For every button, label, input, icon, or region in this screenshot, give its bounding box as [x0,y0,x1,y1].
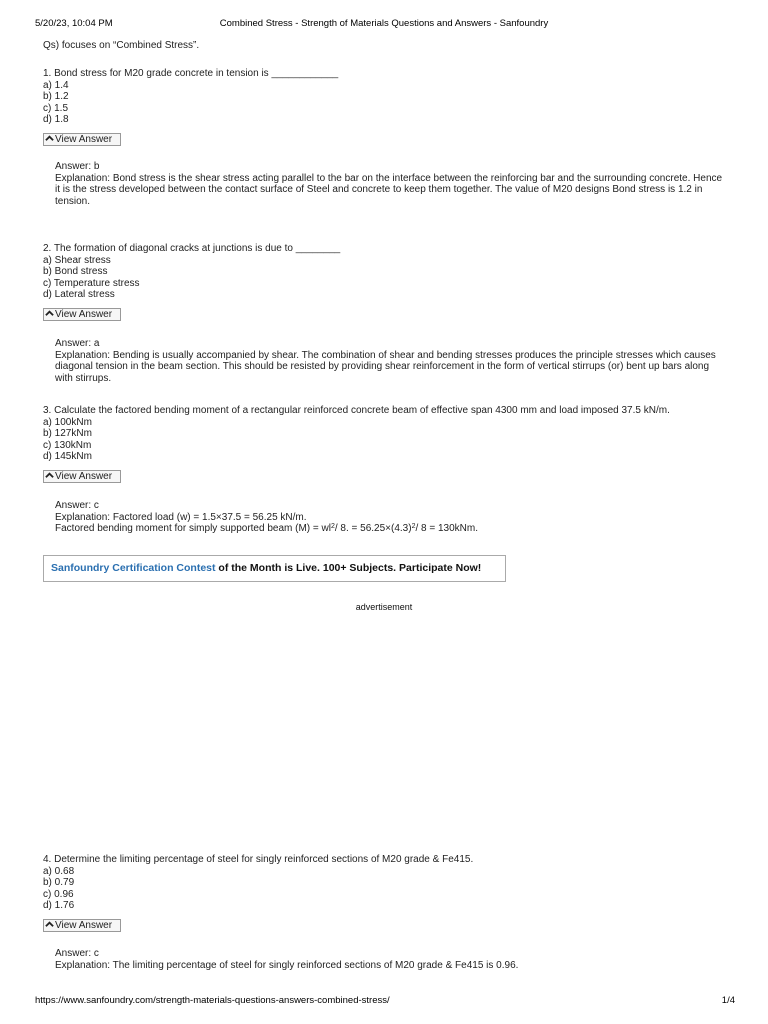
view-answer-label: View Answer [55,134,113,145]
option-d: d) Lateral stress [43,289,115,301]
view-answer-button-4[interactable] [43,919,121,932]
option-b: b) 127kNm [43,428,92,440]
print-date: 5/20/23, 10:04 PM [35,18,113,29]
view-answer-button-1[interactable] [43,133,121,146]
answer-text: Answer: c [55,500,99,511]
chevron-up-icon [45,920,54,929]
chevron-up-icon [45,471,54,480]
option-a: a) 100kNm [43,416,92,428]
question-text: 2. The formation of diagonal cracks at junctions is due to ________ [43,243,341,254]
answer-text: Answer: a [55,338,100,349]
chevron-up-icon [45,134,54,143]
option-c: c) 0.96 [43,888,74,900]
answer-3 [55,500,728,535]
page-url: https://www.sanfoundry.com/strength-materials-questions-answers-combined-stress/ [35,995,390,1006]
question-3 [43,405,728,463]
print-footer [35,995,735,1007]
certification-promo [43,555,506,582]
chevron-up-icon [45,309,54,318]
question-text: 4. Determine the limiting percentage of steel for singly reinforced sections of M20 grade & Fe415. [43,854,474,865]
option-d: d) 145kNm [43,451,92,463]
view-answer-label: View Answer [55,471,113,482]
option-c: c) 1.5 [43,102,69,114]
answer-1 [55,161,728,207]
option-a: a) 0.68 [43,865,75,877]
question-4 [43,854,728,912]
view-answer-label: View Answer [55,920,113,931]
option-a: a) 1.4 [43,79,69,91]
option-c: c) Temperature stress [43,277,140,289]
option-b: b) 1.2 [43,91,69,103]
view-answer-button-2[interactable] [43,308,121,321]
option-d: d) 1.76 [43,900,75,912]
answer-4 [55,948,728,971]
view-answer-label: View Answer [55,309,113,320]
explanation-text: Explanation: Bond stress is the shear stress acting parallel to the bar on the interface between the reinforcing bar and the surrounding concrete. Hence it is the stress developed between the contact surface of Steel and concrete to keep them together. The value of M20 designs Bond stress is 1.2 in tension. [55,172,723,207]
question-text: 3. Calculate the factored bending moment of a rectangular reinforced concrete beam of effective span 4300 mm and load imposed 37.5 kN/m. [43,405,670,416]
explanation-formula: Factored bending moment for simply supported beam $(M) = wl^2/$ 8. = $56.25\times(4.3)^2/$ 8 = 130kNm. [55,523,479,535]
answer-text: Answer: b [55,161,100,172]
page-number: 1/4 [721,995,735,1006]
option-d: d) 1.8 [43,114,69,126]
print-header [35,18,733,30]
view-answer-button-3[interactable] [43,470,121,483]
question-1 [43,68,728,126]
explanation-text: Explanation: Bending is usually accompanied by shear. The combination of shear and bending stresses produces the principle stresses which causes diagonal tension in the beam section. This should be resisted by providing shear reinforcement in the form of vertical stirrups (or) bent up bars along with stirrups. [55,349,716,384]
intro-text: Qs) focuses on “Combined Stress”. [43,40,200,51]
option-b: b) Bond stress [43,266,108,278]
answer-text: Answer: c [55,948,99,959]
promo-text: of the Month is Live. 100+ Subjects. Participate Now! [215,562,482,574]
option-b: b) 0.79 [43,877,75,889]
option-c: c) 130kNm [43,439,92,451]
explanation-text: Explanation: Factored load (w) = 1.5×37.5 = 56.25 kN/m. [55,511,307,523]
explanation-text: Explanation: The limiting percentage of steel for singly reinforced sections of M20 grade & Fe415 is 0.96. [55,959,519,971]
question-2 [43,243,728,301]
question-text: 1. Bond stress for M20 grade concrete in tension is ____________ [43,68,339,79]
option-a: a) Shear stress [43,254,111,266]
page-title: Combined Stress - Strength of Materials Questions and Answers - Sanfoundry [219,18,549,29]
answer-2 [55,338,728,384]
certification-contest-link[interactable]: Sanfoundry Certification Contest [51,562,216,574]
advertisement-label: advertisement [355,602,413,612]
